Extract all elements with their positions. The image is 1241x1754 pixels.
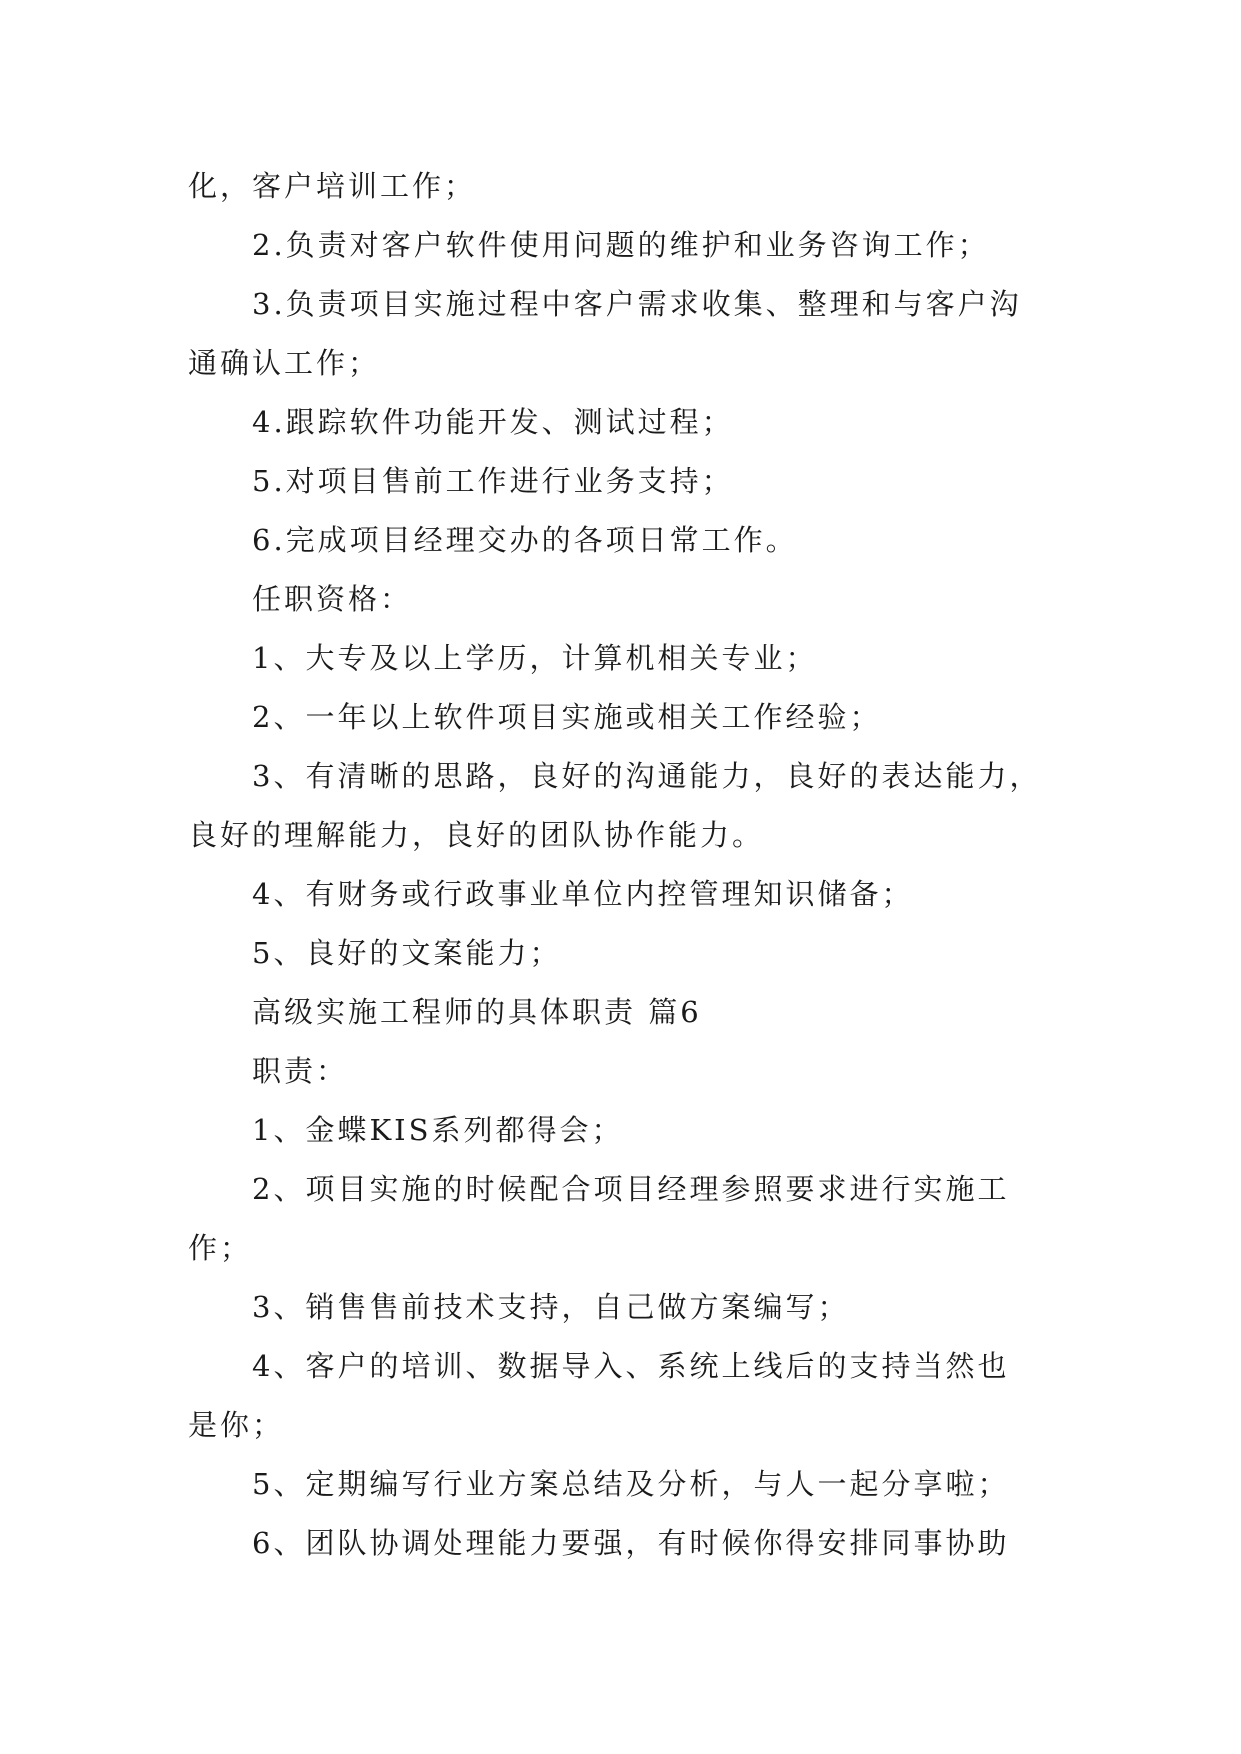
text-line: 2.负责对客户软件使用问题的维护和业务咨询工作； — [252, 228, 990, 262]
text-line: 4、有财务或行政事业单位内控管理知识储备； — [252, 877, 914, 911]
text-line: 5、良好的文案能力； — [252, 936, 562, 970]
text-line: 是你； — [188, 1408, 285, 1442]
text-line: 1、金蝶KIS系列都得会； — [252, 1113, 624, 1147]
text-line: 通确认工作； — [188, 346, 381, 380]
text-line: 1、大专及以上学历，计算机相关专业； — [252, 641, 818, 675]
text-line: 5.对项目售前工作进行业务支持； — [252, 464, 734, 498]
text-line: 4.跟踪软件功能开发、测试过程； — [252, 405, 734, 439]
text-line: 2、一年以上软件项目实施或相关工作经验； — [252, 700, 882, 734]
text-line: 良好的理解能力，良好的团队协作能力。 — [188, 818, 765, 852]
text-line: 化，客户培训工作； — [188, 169, 477, 203]
document-body — [188, 157, 1054, 1573]
text-line: 6、团队协调处理能力要强，有时候你得安排同事协助 — [252, 1526, 1010, 1560]
text-line: 2、项目实施的时候配合项目经理参照要求进行实施工 — [252, 1172, 1010, 1206]
text-line: 6.完成项目经理交办的各项日常工作。 — [252, 523, 798, 557]
section-heading: 任职资格： — [252, 582, 413, 616]
text-line: 4、客户的培训、数据导入、系统上线后的支持当然也 — [252, 1349, 1010, 1383]
text-line: 作； — [188, 1231, 253, 1265]
text-line: 3、销售售前技术支持，自己做方案编写； — [252, 1290, 850, 1324]
text-line: 5、定期编写行业方案总结及分析，与人一起分享啦； — [252, 1467, 1010, 1501]
text-line: 3、有清晰的思路，良好的沟通能力，良好的表达能力， — [252, 759, 1042, 793]
section-title: 高级实施工程师的具体职责 篇6 — [252, 995, 702, 1029]
text-line: 3.负责项目实施过程中客户需求收集、整理和与客户沟 — [252, 287, 1022, 321]
section-heading: 职责： — [252, 1054, 349, 1088]
